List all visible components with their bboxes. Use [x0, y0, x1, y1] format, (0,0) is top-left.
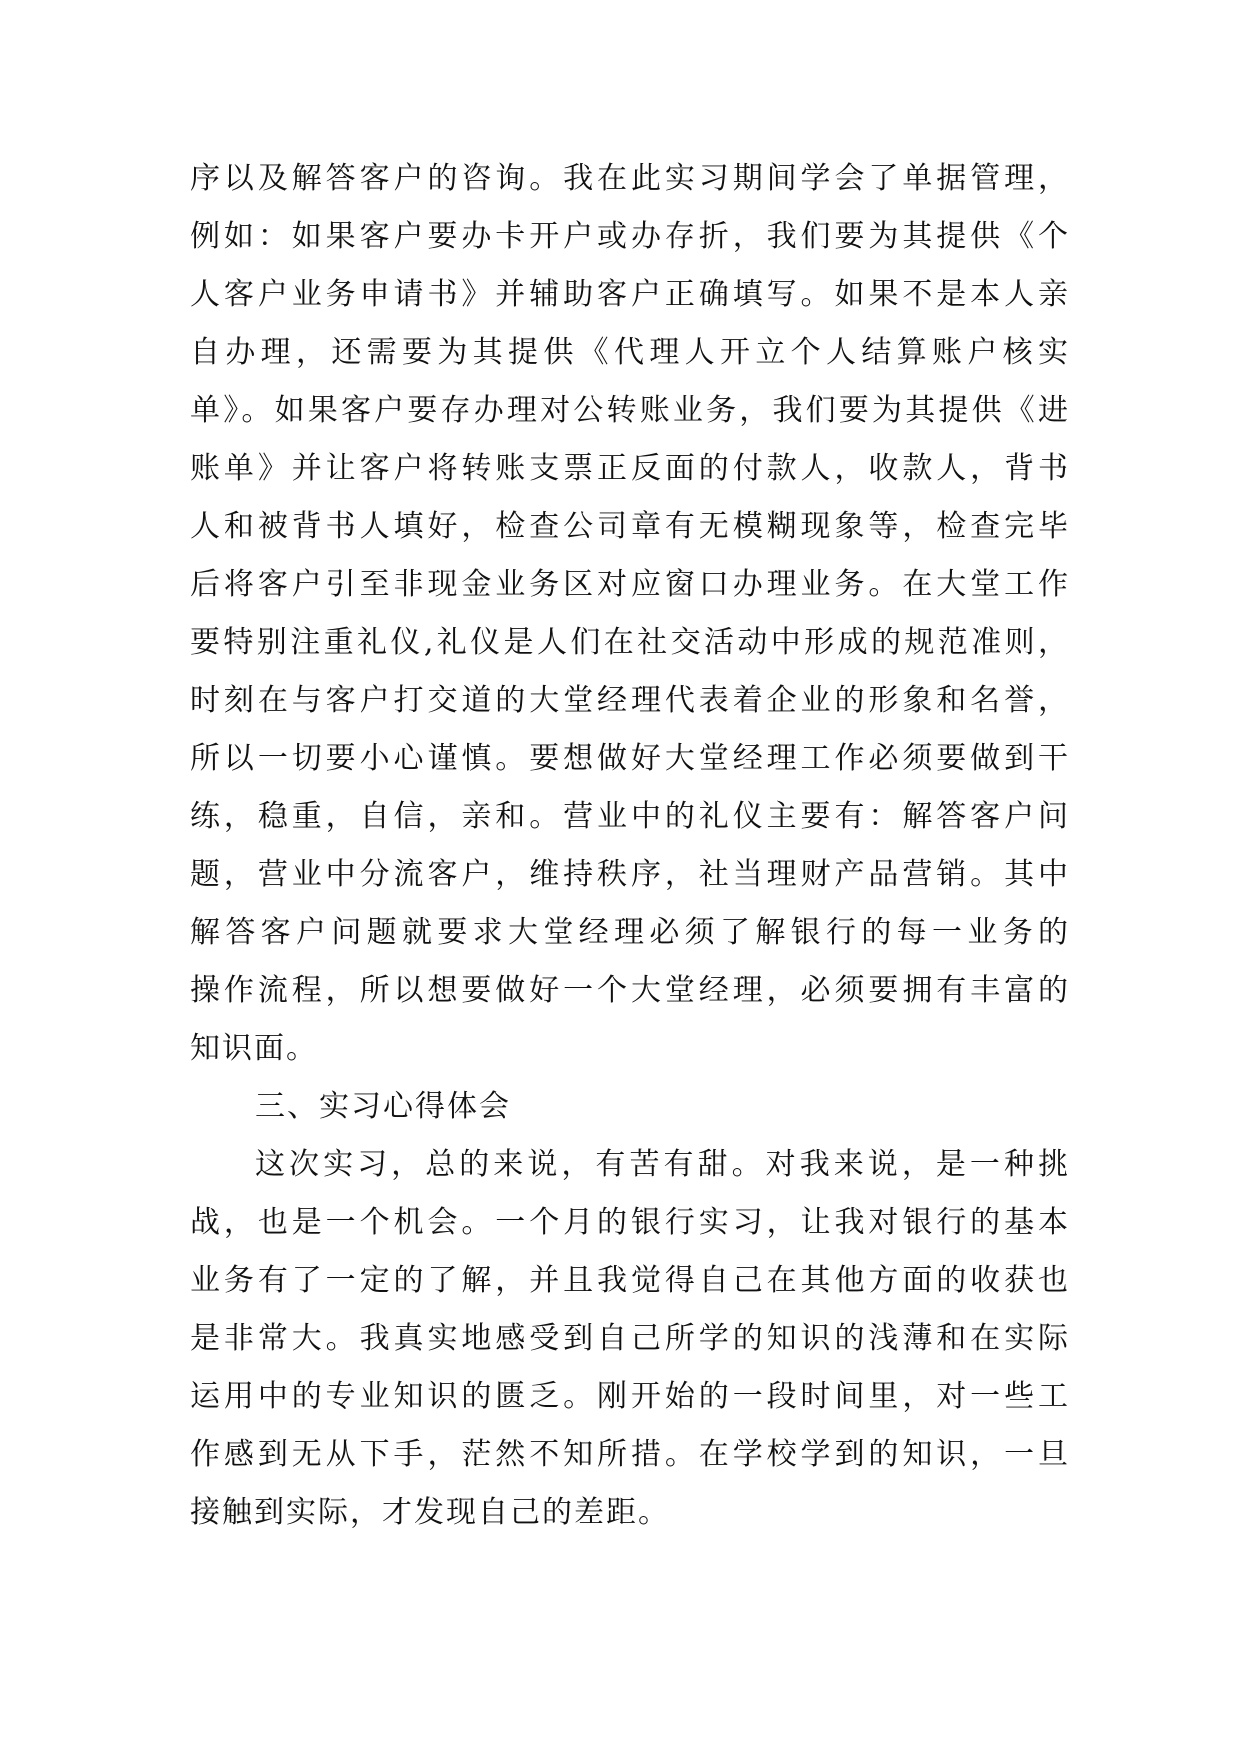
paragraph-2-line: 是非常大。我真实地感受到自己所学的知识的浅薄和在实际	[190, 1321, 1070, 1356]
paragraph-1-line: 自办理，还需要为其提供《代理人开立个人结算账户核实	[190, 335, 1070, 370]
paragraph-1-line: 操作流程，所以想要做好一个大堂经理，必须要拥有丰富的	[190, 973, 1070, 1008]
paragraph-1-line: 所以一切要小心谨慎。要想做好大堂经理工作必须要做到干	[190, 741, 1070, 776]
paragraph-2-line: 接触到实际，才发现自己的差距。	[190, 1495, 670, 1530]
paragraph-1-line: 练，稳重，自信，亲和。营业中的礼仪主要有：解答客户问	[190, 799, 1070, 834]
paragraph-2-line: 业务有了一定的了解，并且我觉得自己在其他方面的收获也	[190, 1263, 1070, 1298]
paragraph-1-line: 序以及解答客户的咨询。我在此实习期间学会了单据管理，	[190, 161, 1070, 196]
paragraph-1-line: 单》。如果客户要存办理对公转账业务，我们要为其提供《进	[190, 393, 1070, 428]
paragraph-1-line: 解答客户问题就要求大堂经理必须了解银行的每一业务的	[190, 915, 1070, 950]
paragraph-2-line: 这次实习，总的来说，有苦有甜。对我来说，是一种挑	[255, 1147, 1070, 1182]
paragraph-1-line: 要特别注重礼仪,礼仪是人们在社交活动中形成的规范准则，	[190, 625, 1070, 660]
paragraph-1-line: 人客户业务申请书》并辅助客户正确填写。如果不是本人亲	[190, 277, 1070, 312]
paragraph-1-line: 题，营业中分流客户，维持秩序，社当理财产品营销。其中	[190, 857, 1070, 892]
paragraph-2-line: 运用中的专业知识的匮乏。刚开始的一段时间里，对一些工	[190, 1379, 1070, 1414]
paragraph-1-line: 后将客户引至非现金业务区对应窗口办理业务。在大堂工作	[190, 567, 1070, 602]
paragraph-1-line: 知识面。	[190, 1031, 318, 1066]
paragraph-2-line: 战，也是一个机会。一个月的银行实习，让我对银行的基本	[190, 1205, 1070, 1240]
paragraph-2-line: 作感到无从下手，茫然不知所措。在学校学到的知识，一旦	[190, 1437, 1070, 1472]
paragraph-1-line: 账单》并让客户将转账支票正反面的付款人，收款人，背书	[190, 451, 1070, 486]
document-body	[190, 150, 1070, 1542]
section-heading: 三、实习心得体会	[255, 1089, 511, 1124]
paragraph-1-line: 时刻在与客户打交道的大堂经理代表着企业的形象和名誉，	[190, 683, 1070, 718]
paragraph-1-line: 人和被背书人填好，检查公司章有无模糊现象等，检查完毕	[190, 509, 1070, 544]
paragraph-1-line: 例如：如果客户要办卡开户或办存折，我们要为其提供《个	[190, 219, 1070, 254]
